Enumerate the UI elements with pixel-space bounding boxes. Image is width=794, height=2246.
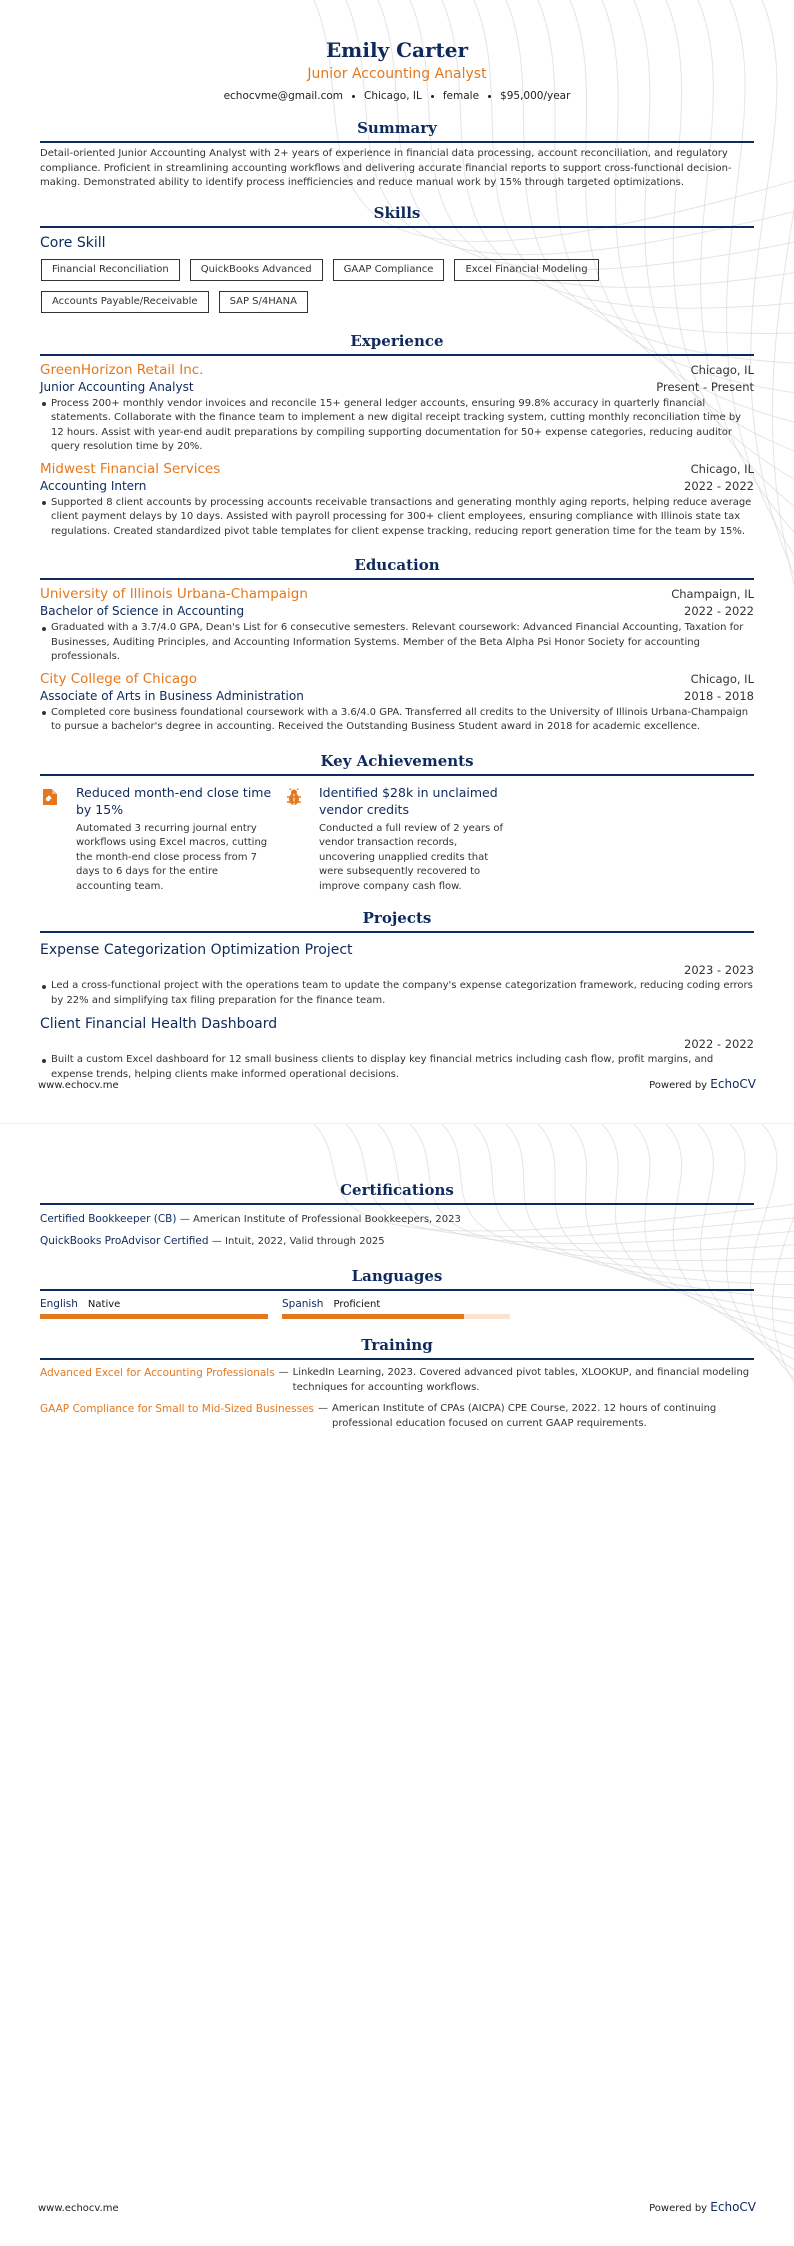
school-name: City College of Chicago (40, 670, 197, 687)
job-description: Process 200+ monthly vendor invoices and reconcile 15+ general ledger accounts, ensuring 99.8% accuracy in quarterly financial statements. Collaborate with the finance team to implement a new digital receipt tracking system, cutting monthly reconciliation time by 12 hours. Assist with year-end audit preparations by compiling supporting documentation for 50+ expense categories, reducing auditor query resolution time by 20%. (40, 397, 754, 455)
contact-email[interactable]: echocvme@gmail.com (223, 90, 343, 102)
job-role: Accounting Intern (40, 478, 147, 493)
section-divider (40, 1203, 754, 1205)
section-divider (40, 1289, 754, 1291)
achievements-section (40, 751, 754, 895)
summary-text: Detail-oriented Junior Accounting Analyst with 2+ years of experience in financial data processing, account reconciliation, and regulatory compliance. Proficient in streamlining accounting workflows and delivering accurate financial reports to support cross-functional decision-making. Demonstrated ability to identify process inefficiencies and reduce manual work by 15% through targeted optimizations. (40, 148, 732, 188)
project-description: Led a cross-functional project with the operations team to update the company's expense categorization framework, reducing coding errors by 22% and simplifying tax filing preparation for the finance team. (40, 979, 754, 1008)
job-dates: 2022 - 2022 (684, 478, 754, 493)
experience-item (40, 361, 754, 455)
skill-tag: Financial Reconciliation (41, 259, 180, 281)
achievement-item (40, 784, 283, 895)
certification-item: Certified Bookkeeper (CB) — American Institute of Professional Bookkeepers, 2023 (40, 1213, 461, 1225)
section-divider (40, 931, 754, 933)
section-title-projects: Projects (362, 909, 432, 927)
skill-tag: SAP S/4HANA (219, 291, 308, 313)
separator-dot (431, 95, 434, 98)
certification-detail: Intuit, 2022, Valid through 2025 (225, 1236, 385, 1247)
skill-tag: Accounts Payable/Receivable (41, 291, 209, 313)
skill-tag: QuickBooks Advanced (190, 259, 323, 281)
section-divider (40, 1358, 754, 1360)
page-footer (38, 2200, 756, 2214)
company-name: Midwest Financial Services (40, 460, 221, 477)
training-name: Advanced Excel for Accounting Professionals (40, 1367, 275, 1379)
contact-gender: female (442, 90, 480, 102)
footer-powered-by: Powered by (649, 2203, 708, 2214)
languages-section (40, 1266, 754, 1319)
section-title-education: Education (354, 556, 440, 574)
contact-salary: $95,000/year (500, 90, 571, 102)
job-location: Chicago, IL (690, 362, 754, 377)
section-title-certifications: Certifications (340, 1181, 454, 1199)
section-title-summary: Summary (357, 119, 437, 137)
section-title-training: Training (361, 1336, 433, 1354)
document-icon (42, 788, 58, 806)
school-location: Champaign, IL (671, 587, 754, 601)
resume-page-2 (0, 1123, 794, 2246)
project-description: Built a custom Excel dashboard for 12 small business clients to display key financial metrics including cash flow, profit margins, and expense trends, helping clients make informed operational decisions. (40, 1053, 754, 1082)
certification-detail: American Institute of Professional Bookkeepers, 2023 (193, 1214, 461, 1225)
education-item (40, 670, 754, 735)
job-description: Supported 8 client accounts by processing accounts receivable transactions and generating monthly aging reports, helping reduce average client payment delays by 10 days. Assisted with payroll processing for 300+ client employees, ensuring compliance with Illinois state tax regulations. Created standardized pivot table templates for client expense tracking, reducing report generation time for the team by 15%. (40, 496, 754, 540)
degree-name: Associate of Arts in Business Administration (40, 688, 304, 703)
separator-dot (488, 95, 491, 98)
education-item (40, 585, 754, 665)
language-name: Spanish (282, 1298, 324, 1310)
school-location: Chicago, IL (690, 671, 754, 686)
education-description: Graduated with a 3.7/4.0 GPA, Dean's List for 6 consecutive semesters. Relevant coursework: Advanced Financial Accounting, Taxation for Businesses, Auditing Principles, and Accounting Information Systems. Member of the Beta Alpha Psi Honor Society for accounting professionals. (40, 621, 754, 665)
education-dates: 2022 - 2022 (684, 604, 754, 618)
training-detail: American Institute of CPAs (AICPA) CPE Course, 2022. 12 hours of continuing professional education focused on current GAAP requirements. (331, 1403, 717, 1429)
training-item: GAAP Compliance for Small to Mid-Sized Businesses — American Institute of CPAs (AICPA) CPE Course, 2022. 12 hours of continuing professional education focused on current GAAP requirements. (40, 1402, 754, 1431)
separator-dot (352, 95, 355, 98)
project-dates: 2022 - 2022 (684, 1037, 754, 1051)
training-item: Advanced Excel for Accounting Professionals — LinkedIn Learning, 2023. Covered advanced pivot tables, XLOOKUP, and financial modeling techniques for accounting workflows. (40, 1366, 754, 1395)
degree-name: Bachelor of Science in Accounting (40, 604, 245, 618)
education-section (40, 555, 754, 735)
footer-brand[interactable]: EchoCV (710, 2200, 756, 2214)
footer-url[interactable]: www.echocv.me (38, 2203, 119, 2214)
section-divider (40, 141, 754, 143)
contact-line (40, 88, 754, 104)
achievement-title: Identified $28k in unclaimed vendor credits (319, 784, 498, 817)
experience-item (40, 460, 754, 540)
skill-tag: Excel Financial Modeling (454, 259, 598, 281)
training-section (40, 1335, 754, 1431)
achievement-title: Reduced month-end close time by 15% (76, 784, 272, 817)
candidate-title: Junior Accounting Analyst (307, 66, 487, 82)
project-title: Expense Categorization Optimization Project (40, 942, 353, 958)
achievement-description: Conducted a full review of 2 years of vendor transaction records, uncovering unapplied credits that were subsequently recovered to improve company cash flow. (319, 822, 504, 892)
footer-powered-by: Powered by (649, 1080, 708, 1091)
skills-section (40, 203, 754, 313)
certification-item: QuickBooks ProAdvisor Certified — Intuit, 2022, Valid through 2025 (40, 1235, 385, 1247)
language-level: Native (87, 1299, 121, 1310)
certifications-section (40, 1180, 754, 1250)
project-dates: 2023 - 2023 (684, 963, 754, 977)
job-location: Chicago, IL (690, 461, 754, 476)
project-item (40, 941, 754, 1008)
job-dates: Present - Present (656, 379, 754, 394)
company-name: GreenHorizon Retail Inc. (40, 361, 204, 378)
school-name: University of Illinois Urbana-Champaign (40, 586, 308, 602)
section-divider (40, 354, 754, 356)
training-name: GAAP Compliance for Small to Mid-Sized Businesses (40, 1403, 314, 1415)
section-title-skills: Skills (373, 203, 421, 222)
section-divider (40, 578, 754, 580)
candidate-name: Emily Carter (325, 38, 469, 62)
language-level: Proficient (333, 1299, 381, 1310)
achievement-item (283, 784, 526, 895)
certification-name: Certified Bookkeeper (CB) (40, 1213, 177, 1225)
skill-tag: GAAP Compliance (333, 259, 445, 281)
footer-brand[interactable]: EchoCV (710, 1077, 756, 1091)
language-name: English (40, 1298, 78, 1310)
language-proficiency-bar (40, 1314, 268, 1319)
page-footer (38, 1077, 756, 1091)
section-title-achievements: Key Achievements (320, 751, 474, 770)
contact-location: Chicago, IL (364, 90, 422, 102)
section-title-experience: Experience (350, 331, 444, 350)
skills-subheading: Core Skill (40, 234, 106, 251)
language-proficiency-fill (40, 1314, 268, 1319)
language-proficiency-bar (282, 1314, 510, 1319)
education-dates: 2018 - 2018 (684, 688, 754, 703)
achievement-description: Automated 3 recurring journal entry workflows using Excel macros, cutting the month-end close process from 7 days to 6 days for the entire accounting team. (76, 822, 268, 892)
language-proficiency-fill (282, 1314, 464, 1319)
section-divider (40, 226, 754, 228)
section-divider (40, 774, 754, 776)
summary-section (40, 118, 754, 191)
projects-section (40, 908, 754, 1082)
skill-tags (40, 259, 754, 313)
language-item (282, 1297, 524, 1319)
training-detail: LinkedIn Learning, 2023. Covered advanced pivot tables, XLOOKUP, and financial modeling techniques for accounting workflows. (292, 1367, 750, 1393)
experience-section (40, 331, 754, 540)
job-role: Junior Accounting Analyst (40, 379, 194, 394)
certification-name: QuickBooks ProAdvisor Certified (40, 1235, 209, 1247)
language-item (40, 1297, 282, 1319)
section-title-languages: Languages (351, 1267, 443, 1285)
project-title: Client Financial Health Dashboard (40, 1016, 278, 1032)
education-description: Completed core business foundational coursework with a 3.6/4.0 GPA. Transferred all credits to the University of Illinois Urbana-Champaign to pursue a bachelor's degree in accounting. Received the Outstanding Business Student award in 2018 for academic excellence. (40, 706, 754, 735)
bug-icon (285, 788, 303, 806)
footer-url[interactable]: www.echocv.me (38, 1080, 119, 1091)
project-item (40, 1015, 754, 1082)
